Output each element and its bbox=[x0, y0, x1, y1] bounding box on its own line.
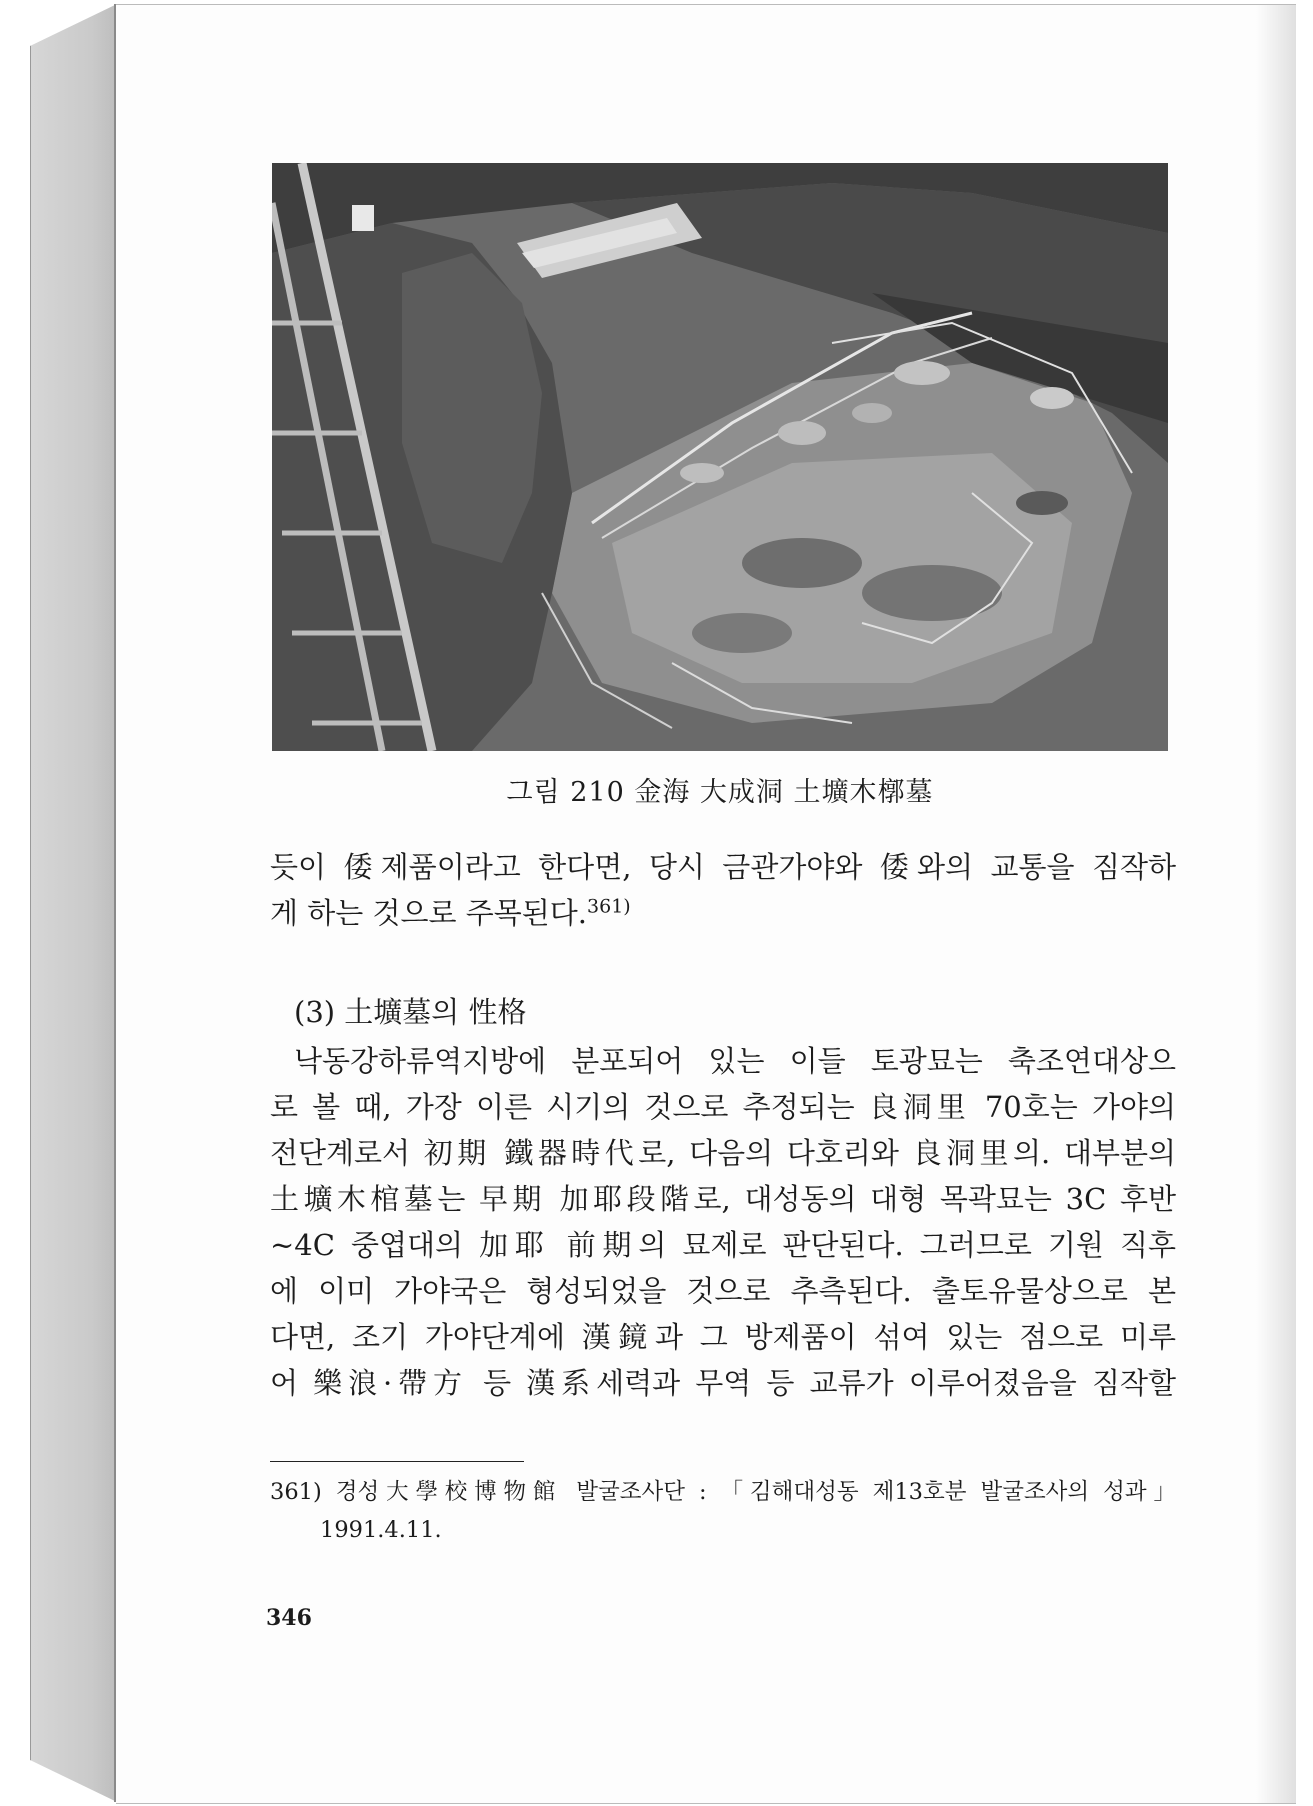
paragraph-line bbox=[270, 891, 1176, 937]
footnote-date: 1991.4.11. bbox=[320, 1517, 442, 1543]
paragraph-line: 로 볼 때, 가장 이른 시기의 것으로 추정되는 良洞里 70호는 가야의 bbox=[270, 1090, 1176, 1124]
paragraph-text: 게 하는 것으로 주목된다. bbox=[270, 896, 588, 930]
paragraph-line: 전단계로서 初期 鐵器時代로, 다음의 다호리와 良洞里의. 대부분의 bbox=[270, 1136, 1176, 1170]
paragraph-line: 듯이 倭제품이라고 한다면, 당시 금관가야와 倭와의 교통을 짐작하 bbox=[270, 850, 1176, 884]
footnote-line: 361) 경성大學校博物館 발굴조사단 : 「김해대성동 제13호분 발굴조사의 성과」 bbox=[270, 1479, 1176, 1505]
footnote bbox=[270, 1473, 1176, 1549]
page-number: 346 bbox=[266, 1605, 312, 1631]
section-heading: (3) 土壙墓의 性格 bbox=[294, 995, 527, 1029]
book-page bbox=[116, 4, 1296, 1804]
page-shadow bbox=[1256, 5, 1296, 1803]
paragraph-line: ~4C 중엽대의 加耶 前期의 묘제로 판단된다. 그러므로 기원 직후 bbox=[270, 1228, 1176, 1262]
paragraph-line: 낙동강하류역지방에 분포되어 있는 이들 토광묘는 축조연대상으 bbox=[294, 1044, 1176, 1078]
excavation-photo bbox=[272, 163, 1168, 751]
paragraph-line: 어 樂浪·帶方 등 漢系세력과 무역 등 교류가 이루어졌음을 짐작할 bbox=[270, 1366, 1176, 1400]
paragraph-line: 다면, 조기 가야단계에 漢鏡과 그 방제품이 섞여 있는 점으로 미루 bbox=[270, 1320, 1176, 1354]
paragraph-line: 에 이미 가야국은 형성되었을 것으로 추측된다. 출토유물상으로 본 bbox=[270, 1274, 1176, 1308]
book-spine bbox=[30, 4, 117, 1802]
figure-caption: 그림 210 金海 大成洞 土壙木槨墓 bbox=[506, 777, 934, 808]
paragraph-line: 土壙木棺墓는 早期 加耶段階로, 대성동의 대형 목곽묘는 3C 후반 bbox=[270, 1182, 1176, 1216]
footnote-reference: 361) bbox=[587, 895, 631, 918]
footnote-divider bbox=[270, 1461, 524, 1462]
